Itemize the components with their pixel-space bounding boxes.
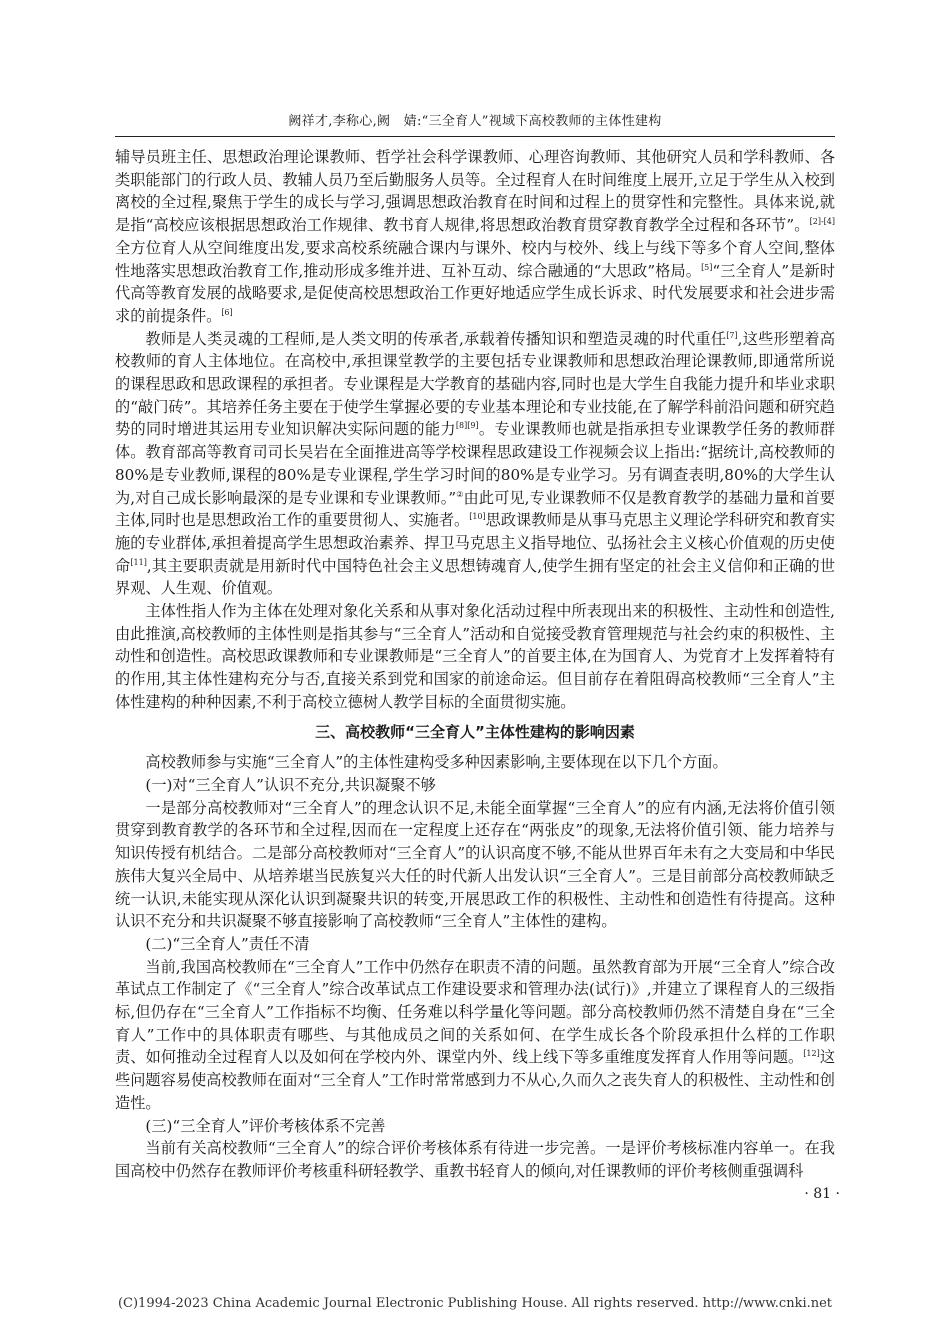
paragraph-text: 当前,我国高校教师在“三全育人”工作中仍然存在职责不清的问题。虽然教育部为开展“三全育人”综合改革试点工作制定了《“三全育人”综合改革试点工作建设要求和管理办法(试行)》,并建立了课程育人的三级指标,但仍存在“三全育人”工作指标不均衡、任务难以科学量化等问题。部分高校教师仍然不清楚自身在“三全育人”工作中的具体职责有哪些、与其他成员之间的关系如何、在学生成长各个阶段承担什么样的工作职责、如何推动全过程育人以及如何在学校内外、课堂内外、线上线下等多重维度发挥育人作用等问题。: [115, 957, 835, 1067]
paragraph-text: 这些问题容易使高校教师在面对“三全育人”工作时常常感到力不从心,久而久之丧失育人的积极性、主动性和创造性。: [115, 1048, 836, 1112]
citation-ref: [10]: [469, 512, 486, 522]
subsection-paragraph-1: 一是部分高校教师对“三全育人”的理念认识不足,未能全面掌握“三全育人”的应有内涵,无法将价值引领贯穿到教育教学的各环节和全过程,因而在一定程度上还存在“两张皮”的现象,无法将价值引领、能力培养与知识传授有机结合。二是部分高校教师对“三全育人”的认识高度不够,不能从世界百年未有之大变局和中华民族伟大复兴全局中、从培养堪当民族复兴大任的时代新人出发认识“三全育人”。三是目前部分高校教师缺乏统一认识,未能实现从深化认识到凝聚共识的转变,开展思政工作的积极性、主动性和创造性有待提高。这种认识不充分和共识凝聚不够直接影响了高校教师“三全育人”主体性的建构。: [115, 798, 835, 931]
header-rule: [115, 136, 835, 137]
paragraph-text: ,这些形塑着高校教师的育人主体地位。在高校中,承担课堂教学的主要包括专业课教师和思想政治理论课教师,即通常所说的课程思政和思政课程的承担者。专业课程是大学教育的基础内容,同时也是大学生自我能力提升和毕业求职的“敲门砖”。其培养任务主要在于使学生掌握必要的专业基本理论和专业技能,在了解学科前沿问题和研究趋势的同时增进其运用专业知识解决实际问题的能力: [115, 329, 836, 439]
body-paragraph: [115, 600, 835, 714]
running-header: 阙祥才,李称心,阙 婧:“三全育人”视域下高校教师的主体性建构: [288, 114, 662, 129]
body-paragraph: [115, 146, 835, 328]
page-number: · 81 ·: [804, 1186, 840, 1202]
article-body: [115, 146, 835, 1183]
paragraph-text: 全方位育人从空间维度出发,要求高校系统融合课内与课外、校内与校外、线上与线下等多个育人空间,整体性地落实思想政治教育工作,推动形成多维并进、互补互动、综合融通的“大思政”格局。: [115, 238, 835, 280]
citation-ref: [8][9]: [455, 421, 479, 431]
paragraph-text: 由此可见,专业课教师不仅是教育教学的基础力量和首要主体,同时也是思想政治工作的重要贯彻人、实施者。: [115, 488, 836, 530]
paragraph-text: 教师是人类灵魂的工程师,是人类文明的传承者,承载着传播知识和塑造灵魂的时代重任: [145, 329, 727, 348]
paragraph-text: ,其主要职责就是用新时代中国特色社会主义思想铸魂育人,使学生拥有坚定的社会主义信仰和正确的世界观、人生观、价值观。: [115, 556, 836, 598]
citation-ref: [12]: [803, 1049, 820, 1059]
section-intro-paragraph: 高校教师参与实施“三全育人”的主体性建构受多种因素影响,主要体现在以下几个方面。: [145, 753, 728, 772]
citation-ref: [2]-[4]: [809, 217, 835, 227]
citation-ref: [6]: [221, 307, 233, 317]
citation-ref: [11]: [130, 557, 147, 567]
paragraph-text: 。专业课教师也就是指承担专业课教学任务的教师群体。教育部高等教育司司长吴岩在全面推进高等学校课程思政建设工作视频会议上指出:“据统计,高校教师的80%是专业教师,课程的80%是专业课程,学生学习时间的80%是专业学习。另有调查表明,80%的大学生认为,对自己成长影响最深的是专业课和专业课教师。”: [115, 420, 836, 507]
subsection-heading-1: (一)对“三全育人”认识不充分,共识凝聚不够: [145, 775, 436, 794]
subsection-heading-2: (二)“三全育人”责任不清: [145, 934, 310, 953]
body-paragraph: [115, 328, 835, 600]
subsection-paragraph-3: 当前有关高校教师“三全育人”的综合评价考核体系有待进一步完善。一是评价考核标准内容单一。在我国高校中仍然存在教师评价考核重科研轻教学、重教书轻育人的倾向,对任课教师的评价考核侧重强调科: [115, 1139, 835, 1180]
paragraph-text: 思政课教师是从事马克思主义理论学科研究和教育实施的专业群体,承担着提高学生思想政治素养、捍卫马克思主义指导地位、弘扬社会主义核心价值观的历史使命: [115, 511, 836, 575]
subsection-heading-3: (三)“三全育人”评价考核体系不完善: [145, 1116, 386, 1135]
subsection-paragraph-2: [115, 956, 835, 1115]
citation-ref: [7]: [726, 330, 738, 340]
paragraph-text: “三全育人”是新时代高等教育发展的战略要求,是促使高校思想政治工作更好地适应学生成长诉求、时代发展要求和社会进步需求的前提条件。: [115, 261, 836, 325]
paragraph-text: 主体性指人作为主体在处理对象化关系和从事对象化活动过程中所表现出来的积极性、主动性和创造性,由此推演,高校教师的主体性则是指其参与“三全育人”活动和自觉接受教育管理规范与社会约束的积极性、主动性和创造性。高校思政课教师和专业课教师是“三全育人”的首要主体,在为国育人、为党育才上发挥着特有的作用,其主体性建构充分与否,直接关系到党和国家的前途命运。但目前存在着阻碍高校教师“三全育人”主体性建构的种种因素,不利于高校立德树人教学目标的全面贯彻实施。: [115, 602, 835, 711]
paragraph-text: 辅导员班主任、思想政治理论课教师、哲学社会科学课教师、心理咨询教师、其他研究人员和学科教师、各类职能部门的行政人员、教辅人员乃至后勤服务人员等。全过程育人在时间维度上展开,立足于学生从入校到离校的全过程,聚焦于学生的成长与学习,强调思想政治教育在时间和过程上的贯穿性和完整性。具体来说,就是指“高校应该根据思想政治工作规律、教书育人规律,将思想政治教育贯穿教育教学全过程和各环节”。: [115, 148, 835, 235]
citation-ref: ②: [456, 489, 464, 499]
section-heading: 三、高校教师“三全育人”主体性建构的影响因素: [315, 722, 635, 741]
intro-paragraphs: [115, 146, 835, 714]
copyright-footer: (C)1994-2023 China Academic Journal Electronic Publishing House. All rights reserved. http://www.cnki.net: [117, 1296, 833, 1311]
citation-ref: [5]: [701, 262, 713, 272]
